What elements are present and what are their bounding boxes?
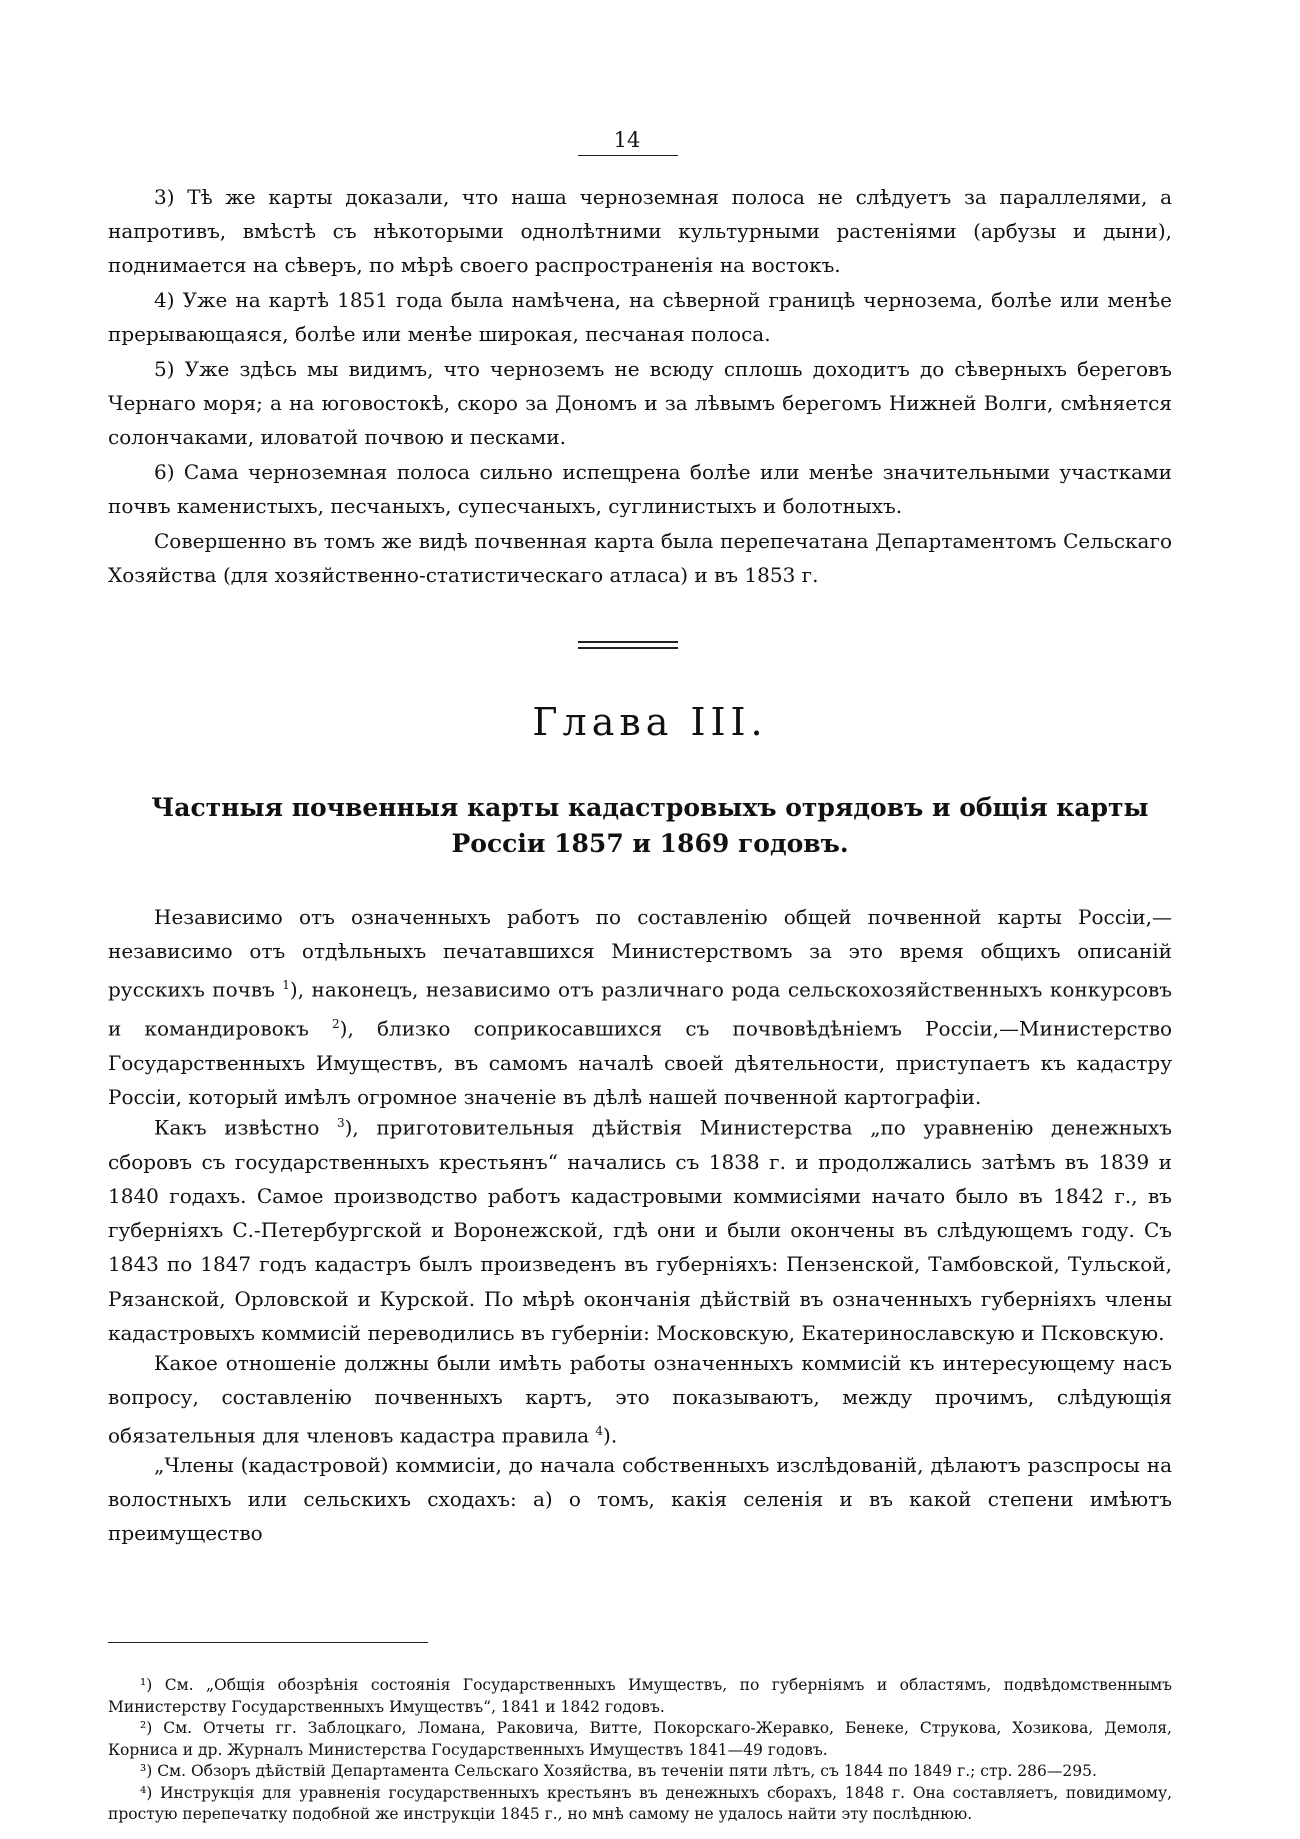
footnote-1: ¹) См. „Общія обозрѣнія состоянія Государственныхъ Имуществъ, по губерніямъ и областямъ, подвѣдомственнымъ Министерству Государственныхъ Имуществъ“, 1841 и 1842 годовъ. <box>108 1676 1172 1716</box>
footnote-2: ²) См. Отчеты гг. Заблоцкаго, Ломана, Раковича, Витте, Покорскаго-Жеравко, Бенеке, Струкова, Хозикова, Демоля, Корниса и др. Журналъ Министерства Государственныхъ Имуществъ 1841—49 годовъ. <box>108 1719 1172 1759</box>
footnote-ref-4: 4 <box>595 1424 604 1439</box>
list-item-4: 4) Уже на картѣ 1851 года была намѣчена, на сѣверной границѣ чернозема, болѣе или менѣе прерывающаяся, болѣе или менѣе широкая, песчаная полоса. <box>108 288 1172 347</box>
list-item-6: 6) Сама черноземная полоса сильно испещрена болѣе или менѣе значительными участками почвъ каменистыхъ, песчаныхъ, супесчаныхъ, суглинистыхъ и болотныхъ. <box>108 460 1172 519</box>
footnote-4: ⁴) Инструкція для уравненія государственныхъ крестьянъ въ денежныхъ сборахъ, 1848 г. Она составляетъ, повидимому, простую перепечатку подобной же инструкціи 1845 г., но мнѣ самому не удалось найти эту послѣднюю. <box>108 1783 1172 1823</box>
footnote-3: ³) См. Обзоръ дѣйствій Департамента Сельскаго Хозяйства, въ теченіи пяти лѣтъ, съ 1844 по 1849 г.; стр. 286—295. <box>140 1762 1097 1780</box>
body-paragraph-2: Какъ извѣстно $^3$), приготовительныя дѣйствія Министерства „по уравненію денежныхъ сборовъ съ государственныхъ крестьянъ“ начались съ 1838 г. и продолжались затѣмъ въ 1839 и 1840 годахъ. Самое производство работъ кадастровыми коммисіями начато было въ 1842 г., въ губерніяхъ С.-Петербургской и Воронежской, гдѣ они и были окончены въ слѣдующемъ году. Съ 1843 по 1847 годъ кадастръ былъ произведенъ въ губерніяхъ: Пензенской, Тамбовской, Тульской, Рязанской, Орловской и Курской. По мѣрѣ окончанія дѣйствій въ означенныхъ губерніяхъ члены кадастровыхъ коммисій переводились въ губерніи: Московскую, Екатеринославскую и Псковскую. <box>108 1115 1172 1345</box>
page-number: 14 <box>613 128 641 152</box>
footnote-ref-2: 2 <box>332 1017 340 1032</box>
list-item-3: 3) Тѣ же карты доказали, что наша черноземная полоса не слѣдуетъ за параллелями, а напротивъ, вмѣстѣ съ нѣкоторыми однолѣтними культурными растеніями (арбузы и дыни), поднимается на сѣверъ, по мѣрѣ своего распространенія на востокъ. <box>108 185 1172 278</box>
footnote-ref-3: 3 <box>336 1116 345 1130</box>
list-item-5: 5) Уже здѣсь мы видимъ, что черноземъ не всюду сплошь доходитъ до сѣверныхъ береговъ Чернаго моря; а на юговостокѣ, скоро за Дономъ и за лѣвымъ берегомъ Нижней Волги, смѣняется солончаками, иловатой почвою и песками. <box>108 357 1172 450</box>
footnote-ref-1: 1 <box>282 978 290 993</box>
page-number-rule <box>578 155 678 156</box>
section-separator-top <box>578 641 678 643</box>
footnote-rule <box>108 1642 428 1643</box>
body-paragraph-3: Какое отношеніе должны были имѣть работы означенныхъ коммисій къ интересующему насъ вопросу, составленію почвенныхъ картъ, это показываютъ, между прочимъ, слѣдующія обязательныя для членовъ кадастра правила $^4$). <box>108 1351 1172 1449</box>
footnotes <box>108 1675 1172 1826</box>
chapter-title: Глава III. <box>532 700 768 744</box>
body-paragraph-1: Независимо отъ означенныхъ работъ по составленію общей почвенной карты Россіи,—независимо отъ отдѣльныхъ печатавшихся Министерствомъ за это время общихъ описаній русскихъ почвъ $^1$), наконецъ, независимо отъ различнаго рода сельскохозяйственныхъ конкурсовъ и командировокъ $^2$), близко соприкосавшихся съ почвовѣдѣніемъ Россіи,—Министерство Государственныхъ Имуществъ, въ самомъ началѣ своей дѣятельности, приступаетъ къ кадастру Россіи, который имѣлъ огромное значеніе въ дѣлѣ нашей почвенной картографіи. <box>108 905 1172 1110</box>
body-paragraph-4: „Члены (кадастровой) коммисіи, до начала собственныхъ изслѣдованій, дѣлаютъ разспросы на волостныхъ или сельскихъ сходахъ: а) о томъ, какія селенія и въ какой степени имѣютъ преимущество <box>108 1453 1172 1546</box>
section-separator-bottom <box>578 647 678 649</box>
reprint-paragraph: Совершенно въ томъ же видѣ почвенная карта была перепечатана Департаментомъ Сельскаго Хозяйства (для хозяйственно-статистическаго атласа) и въ 1853 г. <box>108 529 1172 588</box>
chapter-subtitle: Частныя почвенныя карты кадастровыхъ отрядовъ и общія карты Россіи 1857 и 1869 годовъ. <box>151 793 1149 858</box>
